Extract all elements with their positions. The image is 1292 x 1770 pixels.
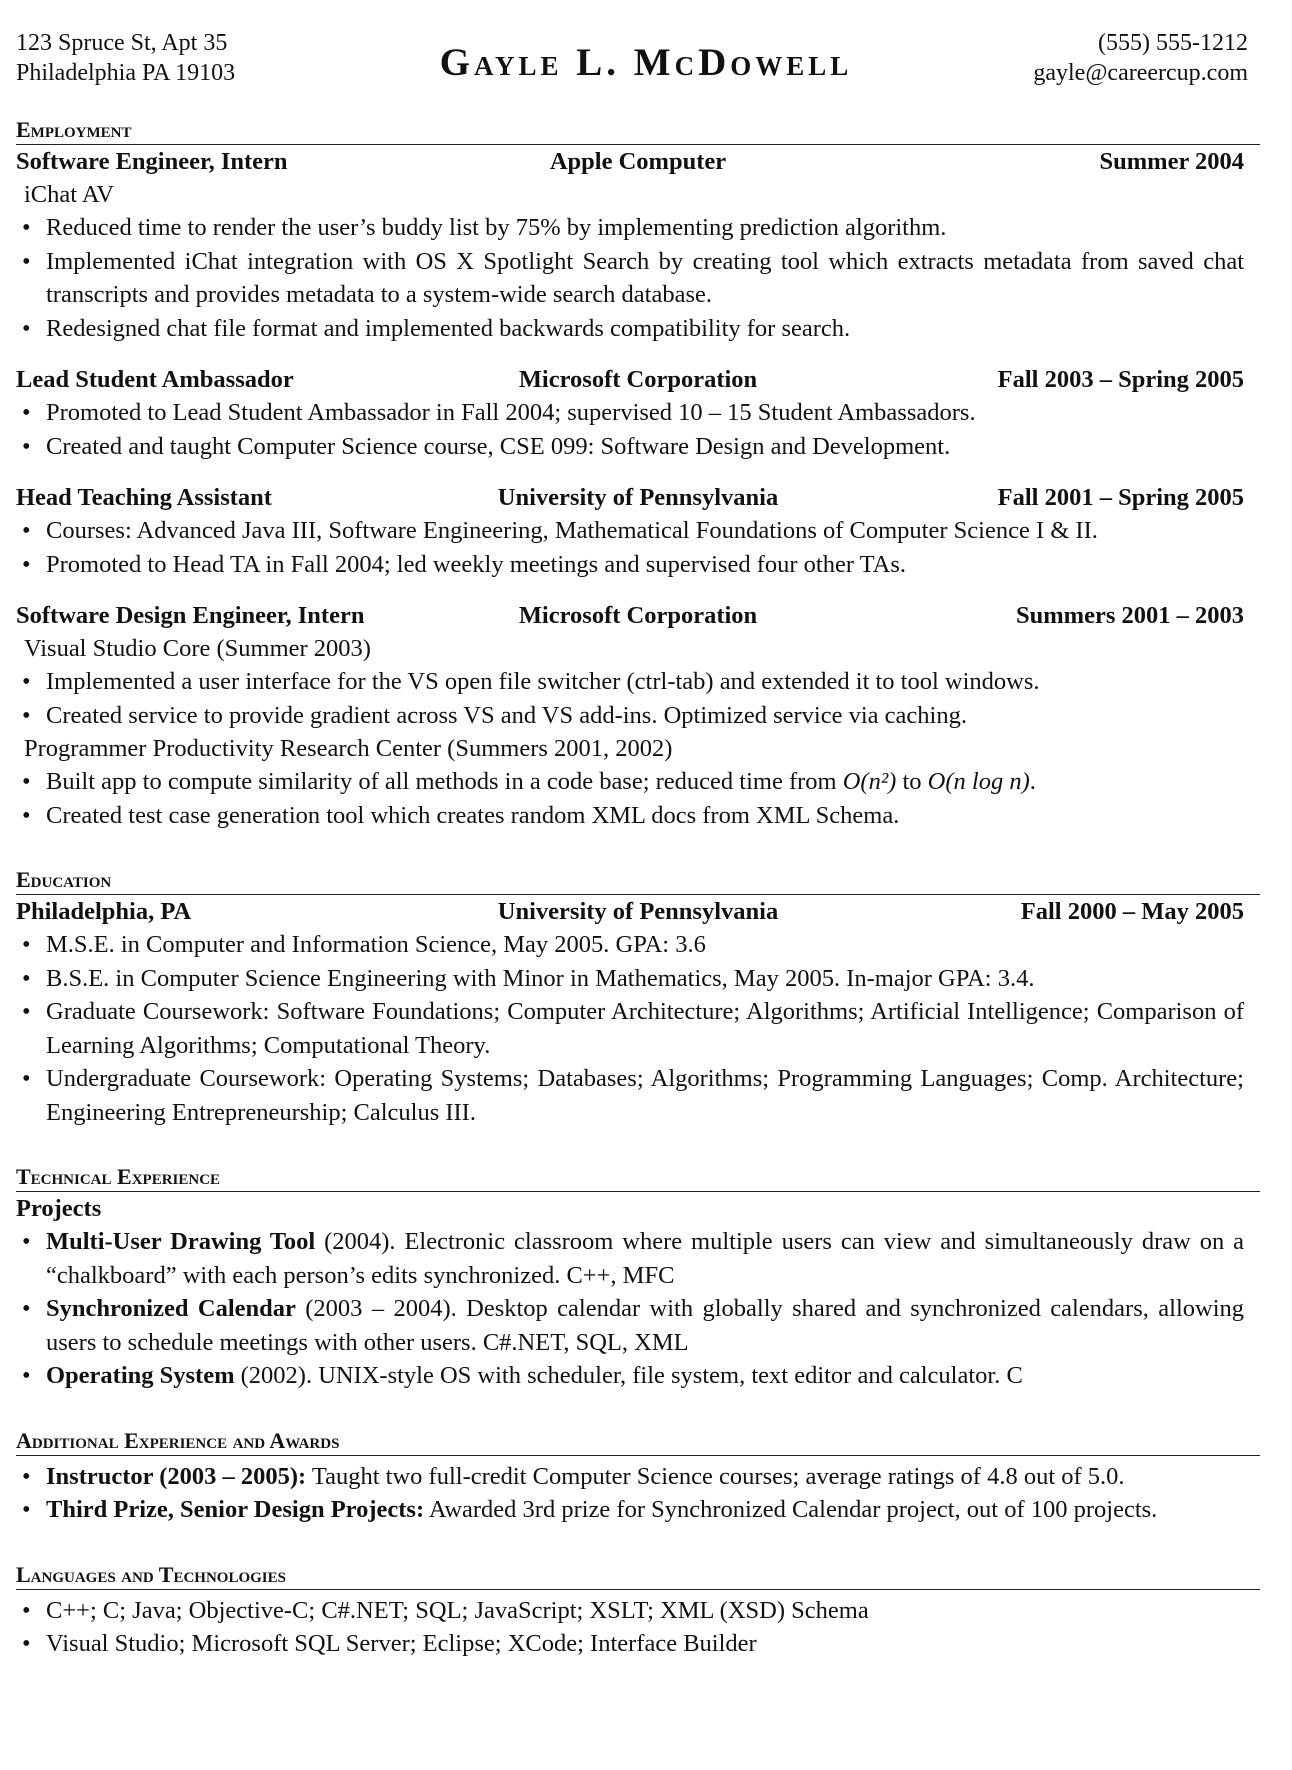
job-subheading: iChat AV	[24, 181, 115, 208]
list-item: • Visual Studio; Microsoft SQL Server; Eclipse; XCode; Interface Builder	[16, 1627, 1260, 1661]
section-title: Additional Experience and Awards	[16, 1429, 1260, 1456]
additional-bullets	[16, 1460, 1260, 1527]
award-text: Taught two full-credit Computer Science courses; average ratings of 4.8 out of 5.0.	[306, 1462, 1125, 1490]
project-bullets	[16, 1225, 1260, 1393]
project-text: (2003 – 2004). Desktop calendar with globally shared and synchronized calendars, allowing users to schedule meetings with other users. C#.NET, SQL, XML	[46, 1295, 1244, 1356]
job-date: Summers 2001 – 2003	[1016, 602, 1244, 629]
contact-block	[1033, 28, 1248, 88]
award-name: Third Prize, Senior Design Projects:	[46, 1496, 425, 1523]
project-text: (2002). UNIX-style OS with scheduler, file system, text editor and calculator. C	[234, 1362, 1023, 1389]
project-text: (2004). Electronic classroom where multiple users can view and simultaneously draw on a “chalkboard” with each person’s edits synchronized. C++, MFC	[46, 1228, 1244, 1289]
job-org: Apple Computer	[549, 148, 727, 175]
projects-heading	[16, 1192, 1260, 1225]
job-date: Fall 2003 – Spring 2005	[997, 366, 1244, 393]
job-org: Microsoft Corporation	[518, 602, 758, 629]
email: gayle@careercup.com	[1033, 60, 1248, 86]
award-text: Awarded 3rd prize for Synchronized Calendar project, out of 100 projects.	[424, 1496, 1158, 1523]
section-title: Languages and Technologies	[16, 1563, 1260, 1590]
education-section	[16, 868, 1260, 1129]
job-bullets	[16, 514, 1260, 581]
job-role: Software Design Engineer, Intern	[16, 602, 365, 629]
languages-section	[16, 1563, 1260, 1661]
bullet-text: .	[1029, 768, 1036, 795]
list-item: • Promoted to Head TA in Fall 2004; led weekly meetings and supervised four other TAs.	[16, 548, 1260, 582]
employment-section	[16, 118, 1260, 832]
complexity-after: O(n log n)	[927, 768, 1030, 795]
job-role: Software Engineer, Intern	[16, 148, 288, 175]
job-role: Head Teaching Assistant	[16, 484, 272, 511]
list-item: • B.S.E. in Computer Science Engineering with Minor in Mathematics, May 2005. In-major GPA: 3.4.	[16, 962, 1260, 996]
list-item: • Courses: Advanced Java III, Software Engineering, Mathematical Foundations of Computer Science I & II.	[16, 514, 1260, 548]
section-title: Technical Experience	[16, 1165, 1260, 1192]
job-date: Summer 2004	[1099, 148, 1244, 175]
list-item: • Implemented iChat integration with OS X Spotlight Search by creating tool which extracts metadata from saved chat transcripts and provides metadata to a system-wide search database.	[16, 245, 1260, 312]
job-bullets	[16, 211, 1260, 345]
education-header	[16, 895, 1260, 928]
job-header	[16, 481, 1260, 514]
list-item	[16, 1359, 1260, 1393]
complexity-before: O(n²)	[842, 768, 897, 795]
education-bullets	[16, 928, 1260, 1129]
job-org: Microsoft Corporation	[518, 366, 758, 393]
job-header	[16, 599, 1260, 632]
job-role: Lead Student Ambassador	[16, 366, 294, 393]
list-item	[16, 1493, 1260, 1527]
list-item: • M.S.E. in Computer and Information Science, May 2005. GPA: 3.6	[16, 928, 1260, 962]
candidate-name: Gayle L. McDowell	[439, 41, 853, 84]
resume-body	[16, 118, 1260, 1661]
job-subheading: Programmer Productivity Research Center (Summers 2001, 2002)	[24, 735, 673, 762]
list-item: • Created service to provide gradient across VS and VS add-ins. Optimized service via caching.	[16, 699, 1260, 733]
list-item	[16, 765, 1260, 799]
education-date: Fall 2000 – May 2005	[1020, 898, 1244, 925]
phone: (555) 555-1212	[1098, 30, 1248, 56]
additional-section	[16, 1429, 1260, 1527]
address-line2: Philadelphia PA 19103	[16, 60, 236, 86]
list-item: • Implemented a user interface for the VS open file switcher (ctrl-tab) and extended it to tool windows.	[16, 665, 1260, 699]
job-bullets	[16, 665, 1260, 732]
list-item: • Redesigned chat file format and implemented backwards compatibility for search.	[16, 312, 1260, 346]
job-bullets	[16, 765, 1260, 832]
project-name: Operating System	[46, 1362, 235, 1389]
project-name: Multi-User Drawing Tool	[46, 1228, 316, 1255]
section-title: Employment	[16, 118, 1260, 145]
address-line1: 123 Spruce St, Apt 35	[16, 30, 228, 56]
list-item	[16, 1460, 1260, 1494]
list-item: • C++; C; Java; Objective-C; C#.NET; SQL; JavaScript; XSLT; XML (XSD) Schema	[16, 1594, 1260, 1628]
education-org: University of Pennsylvania	[497, 898, 779, 925]
job-bullets	[16, 396, 1260, 463]
job-header	[16, 363, 1260, 396]
list-item: • Graduate Coursework: Software Foundations; Computer Architecture; Algorithms; Artificial Intelligence; Comparison of Learning Algorithms; Computational Theory.	[16, 995, 1260, 1062]
list-item: • Undergraduate Coursework: Operating Systems; Databases; Algorithms; Programming Languages; Comp. Architecture; Engineering Entrepreneurship; Calculus III.	[16, 1062, 1260, 1129]
education-location: Philadelphia, PA	[16, 898, 192, 925]
list-item: • Reduced time to render the user’s buddy list by 75% by implementing prediction algorithm.	[16, 211, 1260, 245]
list-item: • Promoted to Lead Student Ambassador in Fall 2004; supervised 10 – 15 Student Ambassadors.	[16, 396, 1260, 430]
list-item: • Created and taught Computer Science course, CSE 099: Software Design and Development.	[16, 430, 1260, 464]
bullet-text: Built app to compute similarity of all methods in a code base; reduced time from	[46, 768, 843, 795]
languages-bullets	[16, 1594, 1260, 1661]
section-title: Education	[16, 868, 1260, 895]
list-item: • Created test case generation tool which creates random XML docs from XML Schema.	[16, 799, 1260, 833]
project-name: Synchronized Calendar	[46, 1295, 296, 1322]
award-name: Instructor (2003 – 2005):	[46, 1462, 307, 1490]
job-subheading: Visual Studio Core (Summer 2003)	[24, 635, 371, 662]
list-item	[16, 1292, 1260, 1359]
job-org: University of Pennsylvania	[497, 484, 779, 511]
technical-section	[16, 1165, 1260, 1393]
job-header	[16, 145, 1260, 178]
bullet-text: to	[896, 768, 928, 795]
job-date: Fall 2001 – Spring 2005	[997, 484, 1244, 511]
list-item	[16, 1225, 1260, 1292]
projects-label: Projects	[16, 1195, 102, 1222]
